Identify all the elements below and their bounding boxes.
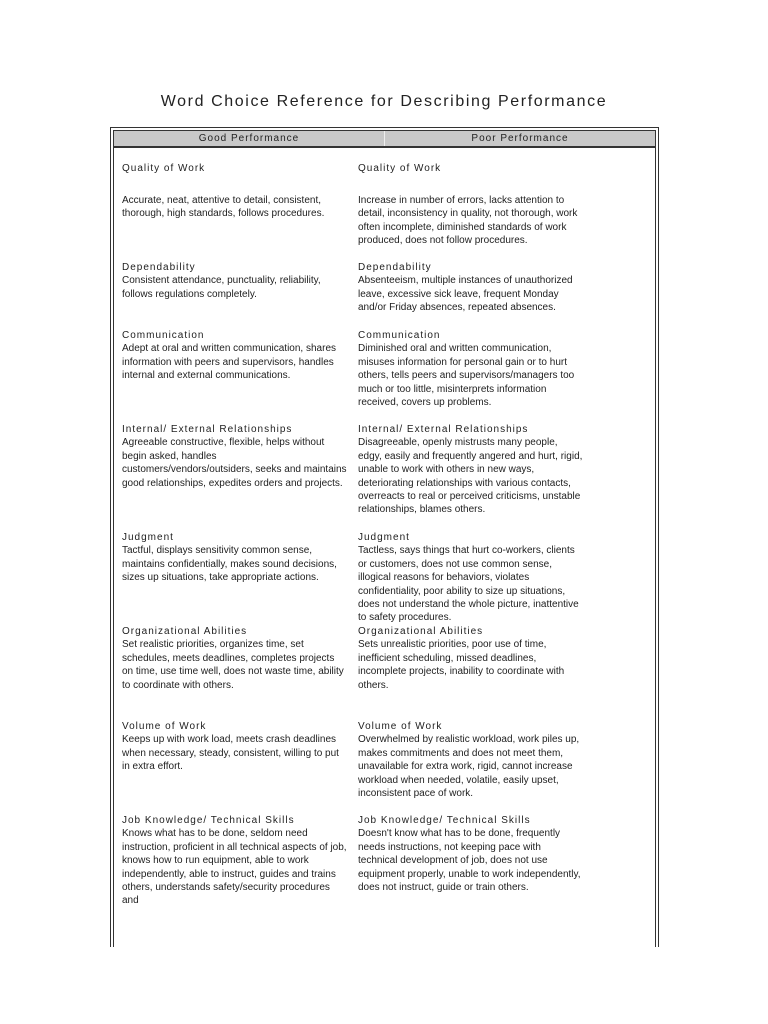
good-relationships-desc: Agreeable constructive, flexible, helps without begin asked, handles customers/vendors/outsiders, seeks and maintains good relationships, expedites orders and projects. bbox=[122, 437, 347, 489]
table-header-row bbox=[114, 131, 655, 148]
good-communication-heading: Communication bbox=[122, 330, 205, 341]
good-judgment-desc: Tactful, displays sensitivity common sense, maintains confidentially, makes sound decisions, sizes up situations, take appropriate actions. bbox=[122, 545, 337, 584]
poor-volume-section bbox=[358, 720, 583, 800]
poor-quality-heading: Quality of Work bbox=[358, 163, 442, 174]
poor-relationships-heading: Internal/ External Relationships bbox=[358, 424, 529, 435]
good-knowledge-section bbox=[122, 814, 347, 908]
good-judgment-section bbox=[122, 531, 347, 585]
poor-communication-heading: Communication bbox=[358, 330, 441, 341]
poor-quality-text bbox=[358, 194, 583, 248]
poor-dependability-heading: Dependability bbox=[358, 262, 432, 273]
good-organizational-desc: Set realistic priorities, organizes time, set schedules, meets deadlines, completes projects on time, use time well, does not waste time, ability to coordinate with others. bbox=[122, 639, 344, 691]
poor-organizational-desc: Sets unrealistic priorities, poor use of time, inefficient scheduling, missed deadlines, incomplete projects, inability to coordinate with others. bbox=[358, 639, 565, 691]
poor-communication-desc: Diminished oral and written communication, misuses information for personal gain or to hurt others, tells peers and supervisors/managers too much or too little, misinterprets information received, covers up problems. bbox=[358, 343, 575, 409]
poor-knowledge-section bbox=[358, 814, 583, 894]
document-title: Word Choice Reference for Describing Performance bbox=[160, 93, 608, 110]
good-dependability-desc: Consistent attendance, punctuality, reliability, follows regulations completely. bbox=[122, 275, 321, 300]
good-quality-section bbox=[122, 162, 347, 175]
poor-organizational-section bbox=[358, 625, 583, 692]
performance-table-inner bbox=[113, 130, 656, 947]
good-knowledge-heading: Job Knowledge/ Technical Skills bbox=[122, 815, 295, 826]
good-communication-section bbox=[122, 329, 347, 383]
good-quality-desc: Accurate, neat, attentive to detail, consistent, thorough, high standards, follows procedures. bbox=[122, 195, 325, 220]
poor-volume-heading: Volume of Work bbox=[358, 721, 443, 732]
poor-judgment-section bbox=[358, 531, 583, 625]
good-dependability-section bbox=[122, 261, 347, 301]
poor-judgment-heading: Judgment bbox=[358, 532, 410, 543]
poor-organizational-heading: Organizational Abilities bbox=[358, 626, 484, 637]
performance-table bbox=[110, 127, 659, 947]
good-volume-heading: Volume of Work bbox=[122, 721, 207, 732]
poor-judgment-desc: Tactless, says things that hurt co-workers, clients or customers, does not use common sense, illogical reasons for behaviors, violates confidentiality, poor ability to size up situations, does not understand the whole picture, inattentive to safety procedures. bbox=[358, 545, 579, 624]
good-quality-heading: Quality of Work bbox=[122, 163, 206, 174]
good-judgment-heading: Judgment bbox=[122, 532, 174, 543]
good-relationships-heading: Internal/ External Relationships bbox=[122, 424, 293, 435]
poor-dependability-section bbox=[358, 261, 583, 315]
good-organizational-section bbox=[122, 625, 347, 692]
poor-quality-desc: Increase in number of errors, lacks attention to detail, inconsistency in quality, not thorough, work often incomplete, diminished standards of work produced, does not follow procedures. bbox=[358, 195, 578, 247]
good-communication-desc: Adept at oral and written communication, shares information with peers and supervisors, handles internal and external communications. bbox=[122, 343, 336, 382]
poor-knowledge-heading: Job Knowledge/ Technical Skills bbox=[358, 815, 531, 826]
poor-dependability-desc: Absenteeism, multiple instances of unauthorized leave, excessive sick leave, frequent Monday and/or Friday absences, repeated absences. bbox=[358, 275, 573, 314]
poor-quality-section bbox=[358, 162, 583, 175]
header-poor-performance: Poor Performance bbox=[384, 131, 655, 146]
poor-relationships-section bbox=[358, 423, 583, 517]
poor-volume-desc: Overwhelmed by realistic workload, work piles up, makes commitments and does not meet them, unavailable for extra work, rigid, cannot increase workload when needed, volatile, easily upset, inconsistent pace of work. bbox=[358, 734, 580, 800]
good-dependability-heading: Dependability bbox=[122, 262, 196, 273]
poor-knowledge-desc: Doesn't know what has to be done, frequently needs instructions, not keeping pace with technical development of job, does not use equipment properly, unable to work independently, does not instruct, guide or train others. bbox=[358, 828, 581, 894]
good-volume-section bbox=[122, 720, 347, 774]
good-volume-desc: Keeps up with work load, meets crash deadlines when necessary, steady, consistent, willing to put in extra effort. bbox=[122, 734, 339, 773]
good-quality-text bbox=[122, 194, 347, 221]
good-organizational-heading: Organizational Abilities bbox=[122, 626, 248, 637]
poor-communication-section bbox=[358, 329, 583, 409]
poor-relationships-desc: Disagreeable, openly mistrusts many people, edgy, easily and frequently angered and hurt, rigid, unable to work with others in new ways, deteriorating relationships with various contacts, overreacts to real or perceived criticisms, unstable relationships, blames others. bbox=[358, 437, 583, 516]
good-knowledge-desc: Knows what has to be done, seldom need instruction, proficient in all technical aspects of job, knows how to run equipment, able to work independently, able to instruct, guides and trains others, understands safety/security procedures and bbox=[122, 828, 347, 907]
header-good-performance: Good Performance bbox=[198, 133, 300, 144]
good-relationships-section bbox=[122, 423, 347, 490]
